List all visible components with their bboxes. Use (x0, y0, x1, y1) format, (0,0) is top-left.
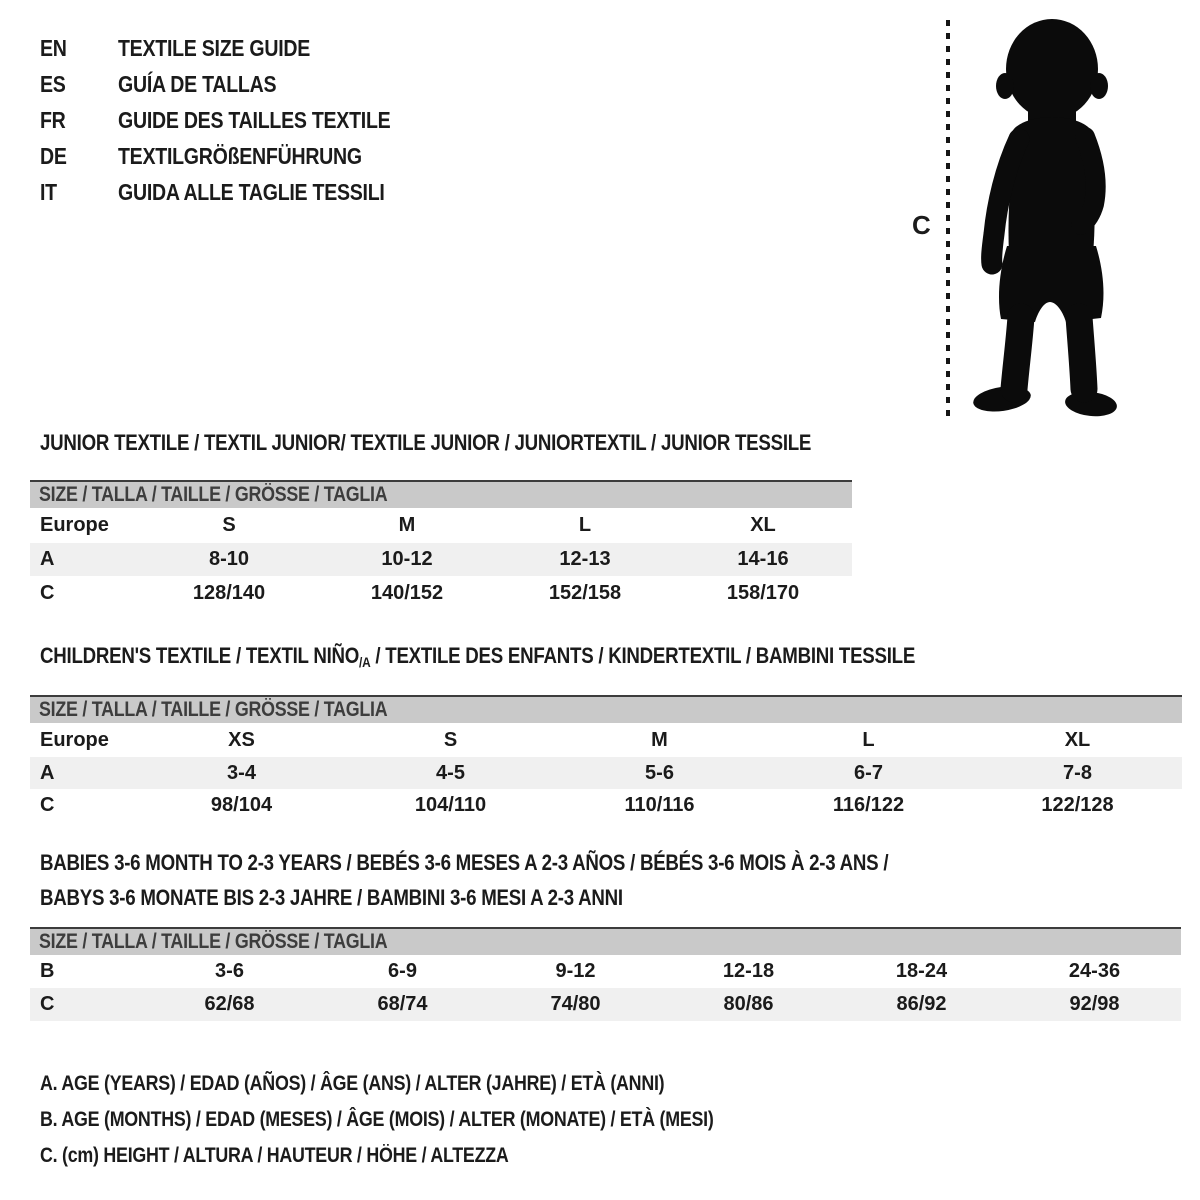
babies-size-table (30, 927, 1181, 1021)
height-value: 122/128 (1041, 794, 1114, 816)
row-label: C (40, 794, 55, 816)
footnote-b: B. AGE (MONTHS) / EDAD (MESES) / ÂGE (MOIS) / ALTER (MONATE) / ETÀ (MESI) (40, 1108, 714, 1131)
row-label: B (40, 960, 55, 982)
toddler-silhouette-icon (955, 14, 1145, 422)
children-section-title: CHILDREN'S TEXTILE / TEXTIL NIÑO/A / TEXTILE DES ENFANTS / KINDERTEXTIL / BAMBINI TESSILE (40, 643, 916, 670)
height-value: 62/68 (204, 993, 255, 1015)
age-value: 7-8 (1063, 761, 1092, 784)
size-value: L (862, 728, 875, 751)
size-value: S (222, 514, 236, 536)
table-row (30, 955, 1181, 988)
lang-code: IT (40, 179, 57, 205)
babies-section-title-line2: BABYS 3-6 MONATE BIS 2-3 JAHRE / BAMBINI 3-6 MESI A 2-3 ANNI (40, 885, 623, 910)
size-value: XL (750, 514, 776, 536)
table-row (30, 576, 852, 610)
guide-title-es: GUÍA DE TALLAS (118, 71, 277, 97)
height-value: 104/110 (414, 794, 487, 816)
size-header-bar: SIZE / TALLA / TAILLE / GRÖSSE / TAGLIA (30, 695, 1182, 723)
height-value: 68/74 (377, 993, 428, 1015)
table-row (30, 789, 1182, 822)
age-value: 5-6 (645, 761, 674, 784)
lang-row-es (40, 66, 439, 102)
lang-row-de (40, 138, 439, 174)
row-label: C (40, 993, 55, 1015)
height-value: 128/140 (192, 581, 266, 604)
children-size-table (30, 695, 1182, 822)
guide-title-fr: GUIDE DES TAILLES TEXTILE (118, 107, 391, 133)
height-value: 158/170 (726, 581, 800, 604)
age-value: 8-10 (208, 548, 250, 570)
age-value: 6-7 (854, 761, 883, 784)
month-value: 18-24 (895, 960, 948, 982)
size-value: L (578, 514, 592, 536)
size-header-bar: SIZE / TALLA / TAILLE / GRÖSSE / TAGLIA (30, 480, 852, 508)
month-value: 6-9 (388, 960, 417, 982)
table-row (30, 723, 1182, 757)
guide-title-it: GUIDA ALLE TAGLIE TESSILI (118, 179, 385, 205)
height-value: 80/86 (723, 993, 774, 1015)
row-label: Europe (40, 514, 109, 536)
age-value: 12-13 (559, 548, 611, 570)
age-value: 14-16 (737, 548, 789, 570)
measure-key-footnotes (40, 1066, 832, 1174)
height-value: 116/122 (832, 794, 905, 816)
lang-row-it (40, 174, 439, 210)
height-value: 110/116 (624, 794, 695, 816)
row-label: A (40, 548, 55, 570)
language-header (40, 30, 439, 210)
table-row (30, 757, 1182, 789)
lang-code: FR (40, 107, 66, 133)
guide-title-de: TEXTILGRÖßENFÜHRUNG (118, 143, 362, 169)
month-value: 24-36 (1068, 960, 1121, 982)
height-value: 140/152 (370, 581, 444, 604)
size-header-bar: SIZE / TALLA / TAILLE / GRÖSSE / TAGLIA (30, 927, 1181, 955)
row-label: A (40, 761, 55, 784)
lang-row-fr (40, 102, 439, 138)
row-label: Europe (40, 728, 109, 751)
size-value: M (398, 514, 416, 536)
table-row (30, 543, 852, 576)
babies-section-title-line1: BABIES 3-6 MONTH TO 2-3 YEARS / BEBÉS 3-6 MESES A 2-3 AÑOS / BÉBÉS 3-6 MOIS À 2-3 ANS / (40, 850, 889, 875)
height-value: 92/98 (1069, 993, 1120, 1015)
month-value: 3-6 (215, 960, 244, 982)
junior-size-table (30, 480, 852, 610)
month-value: 12-18 (722, 960, 775, 982)
height-value: 152/158 (548, 581, 622, 604)
table-row (30, 988, 1181, 1021)
junior-section-title: JUNIOR TEXTILE / TEXTIL JUNIOR/ TEXTILE JUNIOR / JUNIORTEXTIL / JUNIOR TESSILE (40, 430, 812, 455)
height-value: 74/80 (550, 993, 601, 1015)
month-value: 9-12 (555, 960, 596, 982)
footnote-a: A. AGE (YEARS) / EDAD (AÑOS) / ÂGE (ANS) / ALTER (JAHRE) / ETÀ (ANNI) (40, 1072, 665, 1095)
nino-a-subscript: /A (359, 654, 371, 670)
height-measure-label: C (912, 210, 931, 240)
size-value: M (651, 728, 668, 751)
height-value: 98/104 (210, 794, 273, 816)
size-value: XS (228, 728, 255, 751)
lang-row-en (40, 30, 439, 66)
age-value: 4-5 (436, 761, 465, 784)
age-value: 10-12 (381, 548, 433, 570)
lang-code: DE (40, 143, 67, 169)
guide-title-en: TEXTILE SIZE GUIDE (118, 35, 311, 61)
age-value: 3-4 (227, 761, 256, 784)
lang-code: ES (40, 71, 66, 97)
row-label: C (40, 581, 55, 604)
table-row (30, 508, 852, 543)
size-value: XL (1064, 728, 1091, 751)
footnote-c: C. (cm) HEIGHT / ALTURA / HAUTEUR / HÖHE / ALTEZZA (40, 1144, 509, 1167)
size-value: S (443, 728, 458, 751)
lang-code: EN (40, 35, 67, 61)
height-value: 86/92 (896, 993, 947, 1015)
height-dotted-line (946, 20, 950, 416)
